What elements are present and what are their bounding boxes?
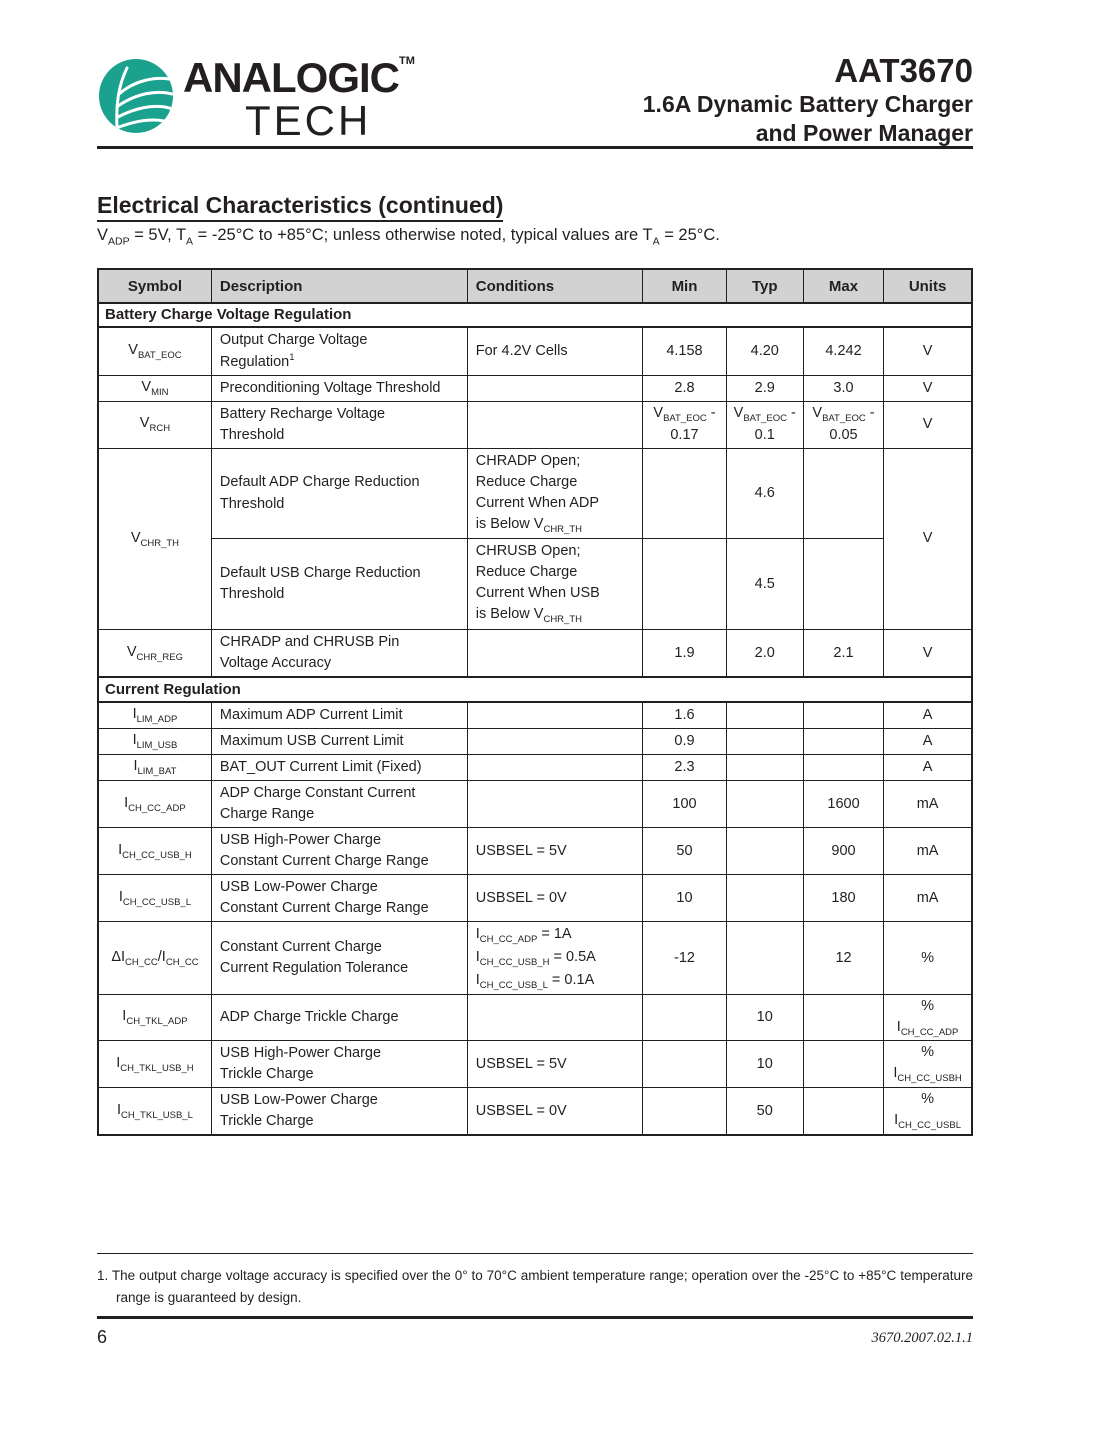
table-row bbox=[98, 327, 972, 375]
cell-max: 2.1 bbox=[803, 630, 883, 678]
cell-sym: $I_{CH\_CC\_USB\_L}$ bbox=[98, 875, 211, 922]
cell-units: V bbox=[884, 448, 972, 629]
cell-typ: 4.20 bbox=[726, 327, 803, 375]
cell-typ: 4.5 bbox=[726, 539, 803, 630]
product-subtitle-line1: 1.6A Dynamic Battery Charger bbox=[642, 90, 973, 117]
cell-desc: USB High-Power Charge Constant Current Charge Range bbox=[211, 828, 467, 875]
cell-max bbox=[803, 755, 883, 781]
cell-units: V bbox=[884, 327, 972, 375]
cell-cond: CHRUSB Open; Reduce Charge Current When USB is Below $V_{CHR\_TH}$ bbox=[467, 539, 643, 630]
doc-version: 3670.2007.02.1.1 bbox=[871, 1330, 973, 1346]
table-row bbox=[98, 401, 972, 448]
cell-typ bbox=[726, 828, 803, 875]
cell-sym: $I_{CH\_TKL\_ADP}$ bbox=[98, 995, 211, 1041]
table-wrapper bbox=[97, 268, 975, 1136]
cell-sym: $I_{LIM\_ADP}$ bbox=[98, 702, 211, 729]
cell-typ bbox=[726, 922, 803, 995]
cell-cond bbox=[467, 729, 643, 755]
cell-min: 1.6 bbox=[643, 702, 726, 729]
cell-typ: 2.0 bbox=[726, 630, 803, 678]
cell-min: 4.158 bbox=[643, 327, 726, 375]
cell-sym: $V_{CHR\_REG}$ bbox=[98, 630, 211, 678]
brand-wordmark bbox=[183, 56, 415, 142]
cell-max: 4.242 bbox=[803, 327, 883, 375]
cell-desc: Default ADP Charge Reduction Threshold bbox=[211, 448, 467, 539]
cell-min: 100 bbox=[643, 781, 726, 828]
section-title: Electrical Characteristics (continued) bbox=[97, 192, 503, 222]
cell-units: % bbox=[884, 922, 972, 995]
cell-cond bbox=[467, 995, 643, 1041]
cell-units: mA bbox=[884, 828, 972, 875]
table-row bbox=[98, 539, 972, 630]
table-row bbox=[98, 729, 972, 755]
cell-min: $V_{BAT\_EOC}$ - 0.17 bbox=[643, 401, 726, 448]
cell-max bbox=[803, 702, 883, 729]
cell-max bbox=[803, 448, 883, 539]
cell-typ: 4.6 bbox=[726, 448, 803, 539]
table-row bbox=[98, 375, 972, 401]
cell-desc: Constant Current Charge Current Regulation Tolerance bbox=[211, 922, 467, 995]
cell-cond: USBSEL = 5V bbox=[467, 1041, 643, 1088]
cell-max: 180 bbox=[803, 875, 883, 922]
cell-cond bbox=[467, 401, 643, 448]
cell-max bbox=[803, 539, 883, 630]
cell-desc: Maximum ADP Current Limit bbox=[211, 702, 467, 729]
cell-min: 2.3 bbox=[643, 755, 726, 781]
cell-typ: 10 bbox=[726, 1041, 803, 1088]
cell-min: 0.9 bbox=[643, 729, 726, 755]
cell-max: 1600 bbox=[803, 781, 883, 828]
cell-cond bbox=[467, 630, 643, 678]
section-row bbox=[98, 303, 972, 327]
cell-max bbox=[803, 1041, 883, 1088]
cell-units: % $I_{CH\_CC\_ADP}$ bbox=[884, 995, 972, 1041]
table-header-row bbox=[98, 269, 972, 303]
cell-typ: 10 bbox=[726, 995, 803, 1041]
cell-sym: $V_{RCH}$ bbox=[98, 401, 211, 448]
cell-sym: $V_{BAT\_EOC}$ bbox=[98, 327, 211, 375]
cell-sym: $I_{CH\_CC\_USB\_H}$ bbox=[98, 828, 211, 875]
cell-min bbox=[643, 539, 726, 630]
cell-sym: $I_{CH\_CC\_ADP}$ bbox=[98, 781, 211, 828]
cell-desc: Preconditioning Voltage Threshold bbox=[211, 375, 467, 401]
part-number: AAT3670 bbox=[834, 52, 973, 89]
cell-min bbox=[643, 995, 726, 1041]
cell-min: 1.9 bbox=[643, 630, 726, 678]
cell-cond bbox=[467, 781, 643, 828]
document-title-block bbox=[643, 52, 973, 147]
electrical-characteristics-table bbox=[97, 268, 973, 1136]
cell-desc: ADP Charge Constant Current Charge Range bbox=[211, 781, 467, 828]
cell-desc: Output Charge Voltage Regulation$^1$ bbox=[211, 327, 467, 375]
cell-cond bbox=[467, 702, 643, 729]
cell-desc: ADP Charge Trickle Charge bbox=[211, 995, 467, 1041]
cell-cond: $I_{CH\_CC\_ADP} = 1A$ $I_{CH\_CC\_USB\_H} = 0.5A$ $I_{CH\_CC\_USB\_L} = 0.1A$ bbox=[467, 922, 643, 995]
cell-cond bbox=[467, 755, 643, 781]
cell-desc: USB High-Power Charge Trickle Charge bbox=[211, 1041, 467, 1088]
trademark-symbol: TM bbox=[399, 55, 415, 67]
cell-typ: 50 bbox=[726, 1088, 803, 1136]
cell-typ bbox=[726, 875, 803, 922]
cell-min: 50 bbox=[643, 828, 726, 875]
cell-typ: 2.9 bbox=[726, 375, 803, 401]
cell-desc: Default USB Charge Reduction Threshold bbox=[211, 539, 467, 630]
cell-typ: $V_{BAT\_EOC}$ - 0.1 bbox=[726, 401, 803, 448]
cell-units: % $I_{CH\_CC\_USBL}$ bbox=[884, 1088, 972, 1136]
cell-sym: $I_{CH\_TKL\_USB\_L}$ bbox=[98, 1088, 211, 1136]
brand-name-analogic: ANALOGIC™ bbox=[183, 54, 415, 101]
cell-units: A bbox=[884, 755, 972, 781]
cell-units: V bbox=[884, 630, 972, 678]
cell-max bbox=[803, 1088, 883, 1136]
column-header-conditions: Conditions bbox=[467, 269, 643, 303]
footer-divider bbox=[97, 1316, 973, 1319]
column-header-symbol: Symbol bbox=[98, 269, 211, 303]
cell-sym: $I_{LIM\_BAT}$ bbox=[98, 755, 211, 781]
analogictech-leaf-logo-icon bbox=[97, 56, 175, 136]
cell-max bbox=[803, 995, 883, 1041]
table-row bbox=[98, 828, 972, 875]
cell-units: V bbox=[884, 401, 972, 448]
cell-cond: USBSEL = 0V bbox=[467, 875, 643, 922]
page-number: 6 bbox=[97, 1327, 108, 1347]
section-row bbox=[98, 677, 972, 702]
brand-name-tech: TECH bbox=[245, 97, 372, 144]
cell-sym: $\Delta I_{CH\_CC}/I_{CH\_CC}$ bbox=[98, 922, 211, 995]
column-header-max: Max bbox=[803, 269, 883, 303]
cell-desc: BAT_OUT Current Limit (Fixed) bbox=[211, 755, 467, 781]
cell-typ bbox=[726, 781, 803, 828]
table-row bbox=[98, 630, 972, 678]
cell-typ bbox=[726, 729, 803, 755]
cell-typ bbox=[726, 702, 803, 729]
header-divider bbox=[97, 146, 973, 149]
column-header-description: Description bbox=[211, 269, 467, 303]
cell-max: 12 bbox=[803, 922, 883, 995]
cell-sym: $I_{LIM\_USB}$ bbox=[98, 729, 211, 755]
cell-min: -12 bbox=[643, 922, 726, 995]
cell-units: mA bbox=[884, 781, 972, 828]
table-row bbox=[98, 995, 972, 1041]
cell-min bbox=[643, 448, 726, 539]
cell-desc: Maximum USB Current Limit bbox=[211, 729, 467, 755]
footnote-divider bbox=[97, 1253, 973, 1254]
cell-max: 900 bbox=[803, 828, 883, 875]
cell-cond: For 4.2V Cells bbox=[467, 327, 643, 375]
cell-max: $V_{BAT\_EOC}$ - 0.05 bbox=[803, 401, 883, 448]
column-header-typ: Typ bbox=[726, 269, 803, 303]
cell-sym: $V_{CHR\_TH}$ bbox=[98, 448, 211, 629]
table-row bbox=[98, 922, 972, 995]
cell-units: mA bbox=[884, 875, 972, 922]
column-header-units: Units bbox=[884, 269, 972, 303]
cell-desc: Battery Recharge Voltage Threshold bbox=[211, 401, 467, 448]
test-conditions-note: $V_{ADP} = 5V$, $T_A = -25^\circ C$ to +85°C; unless otherwise noted, typical values are $T_A = 25^\circ C$. bbox=[97, 226, 720, 248]
cell-units: A bbox=[884, 729, 972, 755]
cell-max: 3.0 bbox=[803, 375, 883, 401]
cell-min bbox=[643, 1041, 726, 1088]
table-row bbox=[98, 702, 972, 729]
cell-units: % $I_{CH\_CC\_USBH}$ bbox=[884, 1041, 972, 1088]
table-row bbox=[98, 1088, 972, 1136]
cell-cond bbox=[467, 375, 643, 401]
cell-units: A bbox=[884, 702, 972, 729]
cell-typ bbox=[726, 755, 803, 781]
cell-max bbox=[803, 729, 883, 755]
cell-desc: CHRADP and CHRUSB Pin Voltage Accuracy bbox=[211, 630, 467, 678]
cell-min bbox=[643, 1088, 726, 1136]
cell-cond: USBSEL = 0V bbox=[467, 1088, 643, 1136]
cell-min: 2.8 bbox=[643, 375, 726, 401]
cell-min: 10 bbox=[643, 875, 726, 922]
table-row bbox=[98, 1041, 972, 1088]
cell-sym: $V_{MIN}$ bbox=[98, 375, 211, 401]
product-subtitle-line2: and Power Manager bbox=[755, 119, 973, 146]
cell-cond: CHRADP Open; Reduce Charge Current When ADP is Below $V_{CHR\_TH}$ bbox=[467, 448, 643, 539]
table-row bbox=[98, 781, 972, 828]
footnote-1: 1. The output charge voltage accuracy is specified over the 0° to 70°C ambient temperature range; operation over the -25°C to +85°C temperature range is guaranteed by design. bbox=[97, 1268, 973, 1305]
brand-logo-block bbox=[97, 56, 415, 142]
cell-sym: $I_{CH\_TKL\_USB\_H}$ bbox=[98, 1041, 211, 1088]
cell-desc: USB Low-Power Charge Constant Current Charge Range bbox=[211, 875, 467, 922]
section-label: Current Regulation bbox=[98, 677, 972, 702]
section-label: Battery Charge Voltage Regulation bbox=[98, 303, 972, 327]
cell-desc: USB Low-Power Charge Trickle Charge bbox=[211, 1088, 467, 1136]
table-row bbox=[98, 755, 972, 781]
cell-units: V bbox=[884, 375, 972, 401]
column-header-min: Min bbox=[643, 269, 726, 303]
table-row bbox=[98, 448, 972, 539]
cell-cond: USBSEL = 5V bbox=[467, 828, 643, 875]
table-row bbox=[98, 875, 972, 922]
